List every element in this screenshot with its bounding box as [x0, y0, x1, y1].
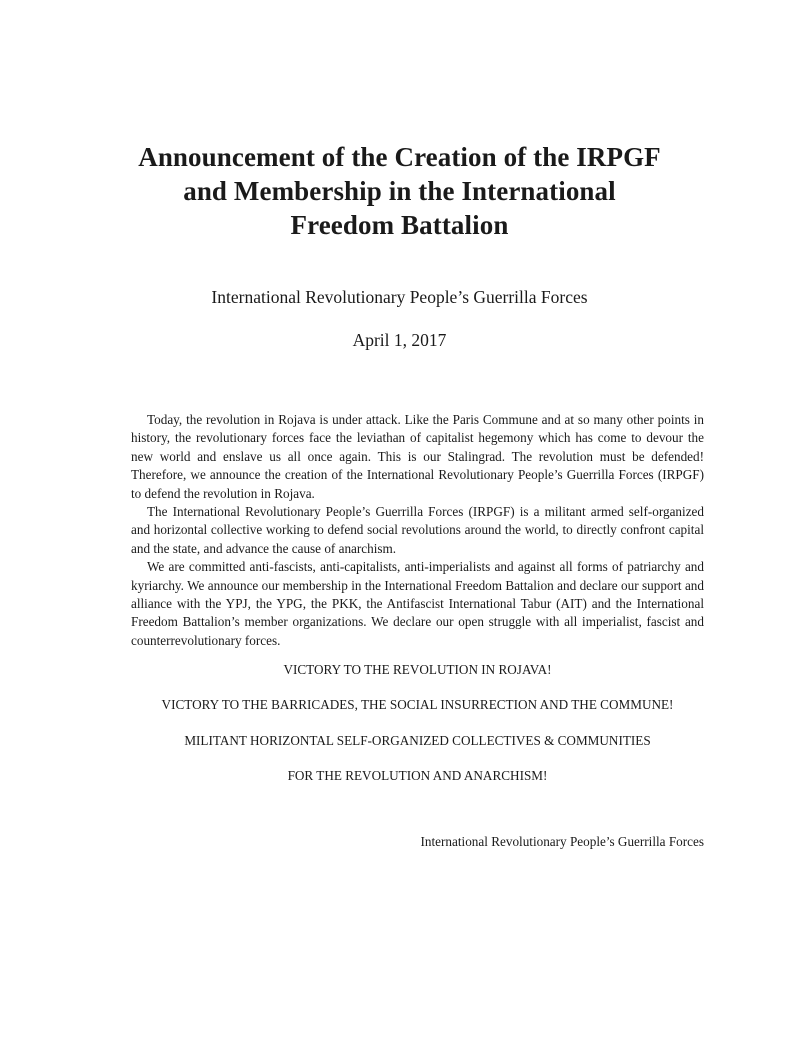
body-paragraph: The International Revolutionary People’s Guerrilla Forces (IRPGF) is a militant armed self-organized and horizontal collective working to defend social revolutions around the world, to directly confront capital and the state, and advance the cause of anarchism.: [131, 504, 704, 556]
slogan: MILITANT HORIZONTAL SELF-ORGANIZED COLLECTIVES & COMMUNITIES: [184, 733, 651, 748]
title-line: Announcement of the Creation of the IRPGF: [138, 142, 661, 172]
document-author: International Revolutionary People’s Guerrilla Forces: [211, 287, 588, 307]
document-date: April 1, 2017: [352, 330, 447, 350]
body-paragraph: Today, the revolution in Rojava is under attack. Like the Paris Commune and at so many other points in history, the revolutionary forces face the leviathan of capitalist hegemony which has come to devour the new world and enslave us all once again. This is our Stalingrad. The revolution must be defended! Therefore, we announce the creation of the International Revolutionary People’s Guerrilla Forces (IRPGF) to defend the revolution in Rojava.: [131, 412, 704, 501]
slogan: FOR THE REVOLUTION AND ANARCHISM!: [287, 768, 548, 783]
slogan: VICTORY TO THE BARRICADES, THE SOCIAL INSURRECTION AND THE COMMUNE!: [161, 697, 674, 712]
body-paragraph: We are committed anti-fascists, anti-capitalists, anti-imperialists and against all forms of patriarchy and kyriarchy. We announce our membership in the International Freedom Battalion and declare our support and alliance with the YPJ, the YPG, the PKK, the Antifascist International Tabur (AIT) and the International Freedom Battalion’s member organizations. We declare our open struggle with all imperialist, fascist and counterrevolutionary forces.: [131, 559, 704, 648]
document-signature: International Revolutionary People’s Guerrilla Forces: [420, 834, 704, 849]
title-line: and Membership in the International: [183, 176, 616, 206]
document-body: [131, 411, 704, 650]
document-title: [60, 140, 739, 242]
title-line: Freedom Battalion: [290, 210, 509, 240]
slogan: VICTORY TO THE REVOLUTION IN ROJAVA!: [283, 662, 552, 677]
